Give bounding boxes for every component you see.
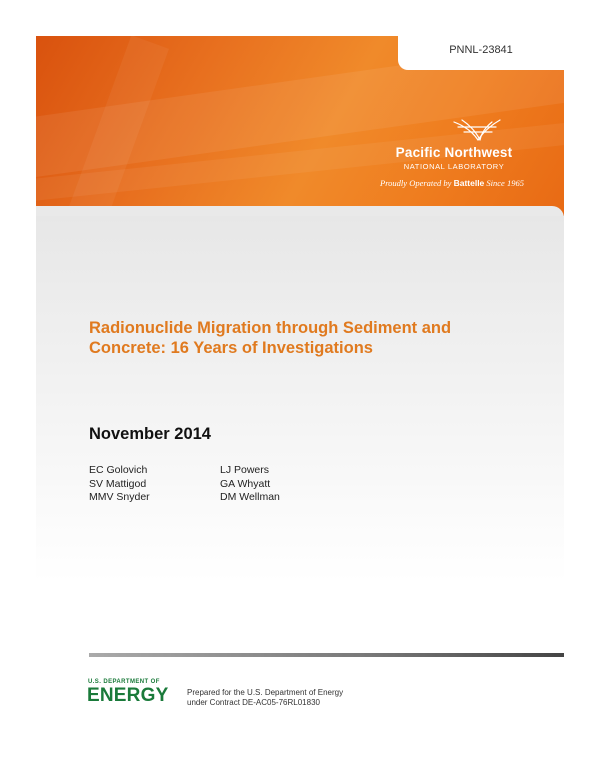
author-name: EC Golovich xyxy=(89,464,148,476)
author-name: DM Wellman xyxy=(220,491,280,503)
footer-divider xyxy=(89,653,564,657)
authors-column xyxy=(89,464,150,505)
operated-pre: Proudly Operated by xyxy=(380,178,454,188)
contract-line: under Contract DE-AC05-76RL01830 xyxy=(187,698,320,707)
author-name: MMV Snyder xyxy=(89,491,150,503)
doe-logo-label: U.S. DEPARTMENT OF xyxy=(88,679,160,685)
title-line: Radionuclide Migration through Sediment and xyxy=(89,319,452,337)
lab-name: Pacific Northwest xyxy=(395,145,513,160)
battelle-brand: Battelle xyxy=(453,178,485,188)
contract-statement xyxy=(187,688,343,708)
operated-post: Since 1965 xyxy=(484,178,524,188)
publication-date: November 2014 xyxy=(89,425,211,443)
author-name: SV Mattigod xyxy=(89,477,147,490)
lab-subtitle: NATIONAL LABORATORY xyxy=(403,162,505,171)
authors-column xyxy=(220,464,280,505)
contract-line: Prepared for the U.S. Department of Energy xyxy=(187,688,344,697)
title-line: Concrete: 16 Years of Investigations xyxy=(89,339,373,357)
operated-by-line xyxy=(380,178,560,188)
doe-logo-wordmark: ENERGY xyxy=(87,685,169,706)
pnnl-logo-icon xyxy=(452,118,502,144)
author-name: LJ Powers xyxy=(220,464,270,476)
report-title xyxy=(89,318,509,358)
report-number: PNNL-23841 xyxy=(449,44,513,56)
report-cover xyxy=(36,36,564,740)
author-name: GA Whyatt xyxy=(220,477,271,490)
